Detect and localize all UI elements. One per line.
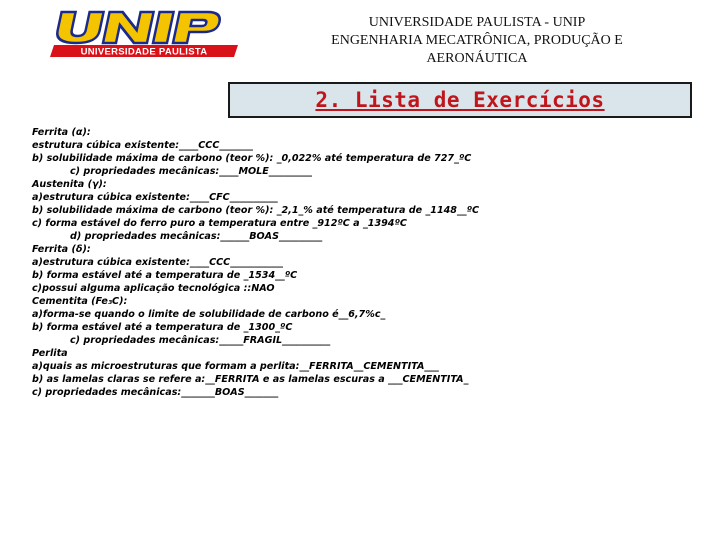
header-line-2: ENGENHARIA MECATRÔNICA, PRODUÇÃO E: [331, 33, 623, 48]
section-heading-ferrita-delta: Ferrita (δ):: [32, 244, 91, 255]
exercise-list: [32, 126, 712, 399]
list-item: b) forma estável até a temperatura de _1300_ºC: [32, 322, 293, 333]
header-line-3: AERONÁUTICA: [426, 51, 528, 66]
section-heading-austenita: Austenita (γ):: [32, 179, 107, 190]
list-item: b) forma estável até a temperatura de _1534__ºC: [32, 270, 298, 281]
header-line-1: UNIVERSIDADE PAULISTA - UNIP: [368, 15, 586, 30]
list-item: b) solubilidade máxima de carbono (teor %): _0,022% até temperatura de 727_ºC: [32, 153, 472, 164]
list-item: b) solubilidade máxima de carbono (teor %): _2,1_% até temperatura de _1148__ºC: [32, 205, 480, 216]
section-heading-perlita: Perlita: [32, 348, 68, 359]
section-heading-ferrita-alpha: Ferrita (α):: [32, 127, 91, 138]
university-header: [262, 14, 692, 68]
unip-logo-graphic: [48, 10, 240, 58]
list-item: a)estrutura cúbica existente:____CFC__________: [32, 192, 278, 203]
logo-subtitle: UNIVERSIDADE PAULISTA: [80, 46, 208, 58]
list-item: c) propriedades mecânicas:_____FRAGIL__________: [70, 335, 331, 346]
list-item: d) propriedades mecânicas:______BOAS_________: [70, 231, 323, 242]
unip-logo: [48, 10, 240, 58]
list-item: c) propriedades mecânicas:_______BOAS_______: [32, 387, 279, 398]
page-title: 2. Lista de Exercícios: [315, 88, 605, 112]
title-banner: [228, 82, 692, 118]
list-item: c) forma estável do ferro puro a temperatura entre _912ºC a _1394ºC: [32, 218, 407, 229]
list-item: b) as lamelas claras se refere a:__FERRITA e as lamelas escuras a ___CEMENTITA_: [32, 374, 469, 385]
list-item: a)forma-se quando o limite de solubilidade de carbono é__6,7%c_: [32, 309, 386, 320]
section-heading-cementita: Cementita (Fe₃C):: [32, 296, 128, 307]
list-item: estrutura cúbica existente:____CCC_______: [32, 140, 253, 151]
list-item: a)estrutura cúbica existente:____CCC___________: [32, 257, 283, 268]
list-item: c)possui alguma aplicação tecnológica ::NAO: [32, 283, 275, 294]
list-item: c) propriedades mecânicas:____MOLE_________: [70, 166, 312, 177]
list-item: a)quais as microestruturas que formam a perlita:__FERRITA__CEMENTITA___: [32, 361, 439, 372]
